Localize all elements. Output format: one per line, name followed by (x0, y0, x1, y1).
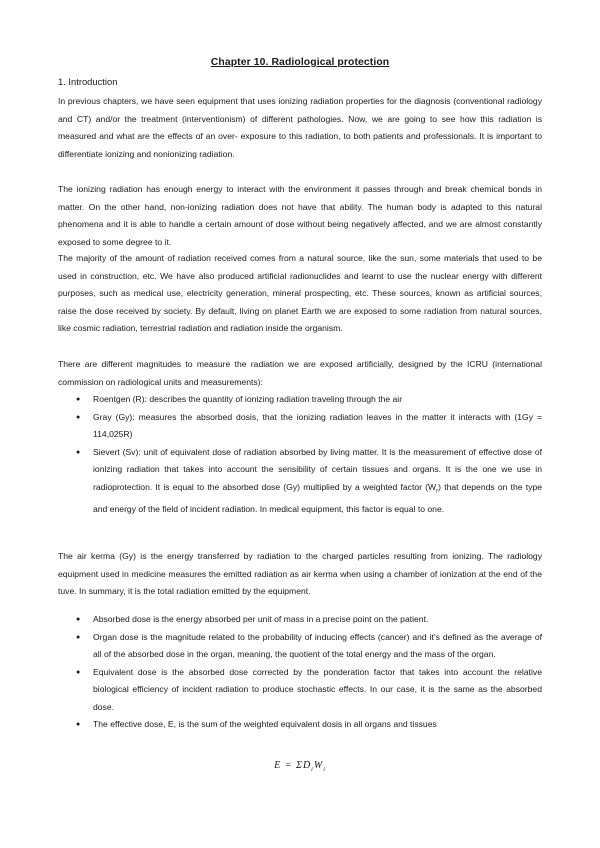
list-item (58, 444, 542, 519)
paragraph-air-kerma: The air kerma (Gy) is the energy transferred by radiation to the charged particles resulting from ionizing. The radiology equipment used in medicine measures the emitted radiation as air kerma when using a chamber of ionization at the end of the tuve. In summary, it is the total radiation emitted by the equipment. (58, 551, 542, 596)
effective-dose-formula: $E = \Sigma D_iW_i$ (274, 760, 326, 773)
paragraph-ionizing: The ionizing radiation has enough energy to interact with the environment it passes through and break chemical bonds in matter. On the other hand, non-ionizing radiation does not have that ability. The human body is adapted to this natural phenomena and it is able to handle a certain amount of dose without being negatively affected, and we are almost constantly exposed to some degree to it. (58, 184, 542, 247)
list-item-text: Organ dose is the magnitude related to the probability of inducing effects (cancer) and it's defined as the average of all of the absorbed dose in the organ, meaning, the quotient of the total energy and the mass of the organ. (93, 631, 542, 659)
list-item-text: Gray (Gy): measures the absorbed dosis, that the ionizing radiation leaves in the matter it interacts with (1Gy = 114,025R) (93, 411, 542, 439)
paragraph-sources: The majority of the amount of radiation received comes from a natural source, like the sun, some materials that used to be used in construction, etc. We have also produced artificial radionuclides and learnt to use the nuclear energy with different purposes, such as medical use, electricity generation, mineral prospecting, etc. These sources, known as artificial sources, raise the dose received by society. By default, living on planet Earth we are exposed to some radiation from natural sources, like cosmic radiation, terrestrial radiation and radiation inside the organism. (58, 253, 542, 333)
list-item (58, 629, 542, 664)
bullet-icon: ● (76, 396, 81, 403)
list-item (58, 716, 542, 734)
dose-list (58, 611, 542, 734)
bullet-icon: ● (76, 668, 81, 676)
list-item (58, 391, 542, 409)
bullet-icon: ● (76, 413, 81, 421)
paragraph-intro: In previous chapters, we have seen equipment that uses ionizing radiation properties for the diagnosis (conventional radiology and CT) and/or the treatment (interventionism) of different pathologies. Now, we are going to see how this radiation is measured and what are the effects of an over- exposure to this radiation, to both patients and professionals. It is important to differentiate ionizing and nonionizing radiation. (58, 96, 542, 159)
list-item (58, 611, 542, 629)
chapter-title: Chapter 10. Radiological protection (210, 57, 390, 68)
list-item-text: The effective dose, E, is the sum of the weighted equivalent dosis in all organs and tissues (93, 719, 437, 729)
paragraph-magnitudes: There are different magnitudes to measure the radiation we are exposed artificially, designed by the ICRU (international commission on radiological units and measurements): (58, 359, 542, 387)
list-item-text: Sievert (Sv): unit of equivalent dose of radiation absorbed by living matter. It is the measurement of effective dose of ionizing radiation that takes into account the sensibility of certain tissues and organs. It is the one we use in radioprotection. It is equal to the absorbed dose (Gy) multiplied by a weighted factor $(W_r)$ that depends on the type and energy of the field of incident radiation. In medical equipment, this factor is equal to one. (93, 446, 543, 514)
bullet-icon: ● (76, 633, 81, 641)
list-item-text: Roentgen (R): describes the quantity of ionizing radiation traveling through the air (93, 394, 403, 404)
bullet-icon: ● (76, 616, 81, 623)
list-item (58, 409, 542, 444)
section-heading: 1. Introduction (58, 76, 118, 87)
list-item-text: Absorbed dose is the energy absorbed per unit of mass in a precise point on the patient. (93, 614, 429, 624)
list-item (58, 664, 542, 717)
bullet-icon: ● (76, 721, 81, 728)
magnitudes-list (58, 391, 542, 518)
bullet-icon: ● (76, 448, 81, 456)
list-item-text: Equivalent dose is the absorbed dose corrected by the ponderation factor that takes into account the relative biological efficiency of incident radiation to produce stochastic effects. In our case, it is the same as the absorbed dose. (93, 666, 542, 712)
